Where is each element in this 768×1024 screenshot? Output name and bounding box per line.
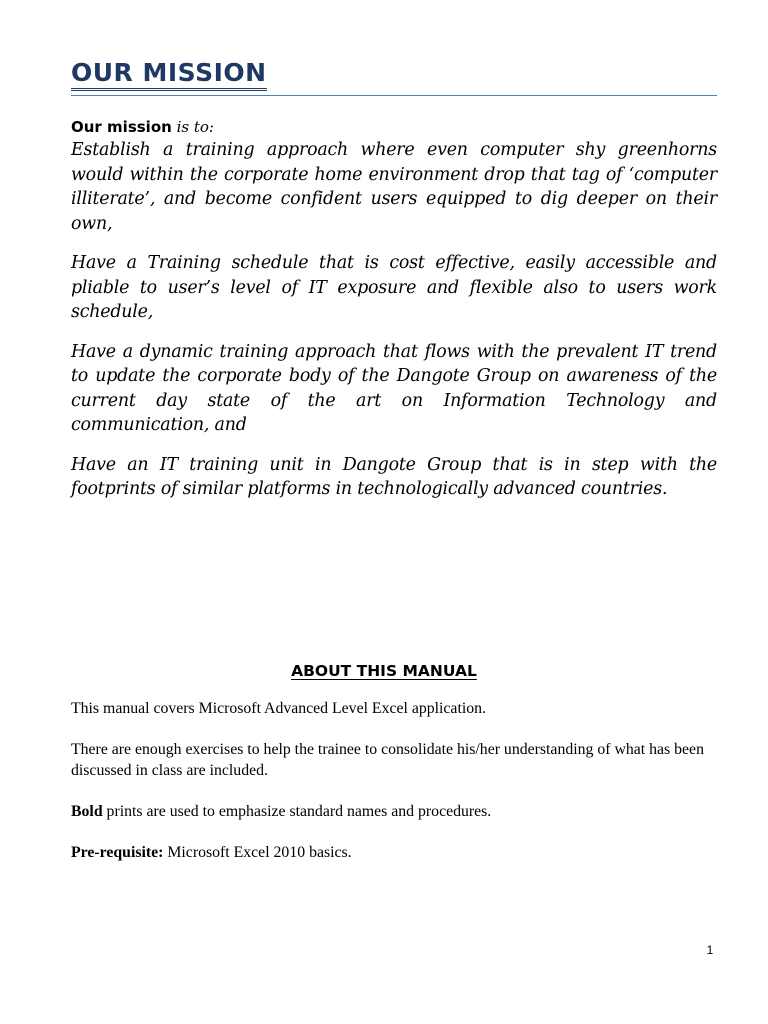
about-paragraph-1: This manual covers Microsoft Advanced Level Excel application.: [71, 700, 486, 717]
mission-paragraph-3: Have a dynamic training approach that flows with the prevalent IT trend to update the corporate body of the Dangote Group on awareness of the current day state of the art on Information Technology and communication, and: [71, 341, 717, 435]
mission-heading: OUR MISSION: [71, 58, 267, 91]
about-paragraph-4: [71, 842, 717, 863]
page-number: 1: [706, 943, 714, 957]
bold-term: Bold: [71, 803, 103, 820]
mission-intro-bold: Our mission: [71, 118, 172, 136]
about-heading: [0, 660, 768, 682]
mission-paragraph-1: Establish a training approach where even computer shy greenhorns would within the corporate home environment drop that tag of ‘computer illiterate’, and become confident users equipped to dig deeper on their own,: [71, 140, 717, 234]
mission-paragraph-2: Have a Training schedule that is cost effective, easily accessible and pliable to user’s level of IT exposure and flexible also to users work schedule,: [71, 253, 717, 322]
about-paragraph-3-text: prints are used to emphasize standard names and procedures.: [102, 803, 492, 820]
about-paragraph-2: There are enough exercises to help the trainee to consolidate his/her understanding of what has been discussed in class are included.: [71, 741, 704, 779]
mission-paragraph-4: Have an IT training unit in Dangote Group that is in step with the footprints of similar platforms in technologically advanced countries.: [71, 454, 717, 499]
mission-intro-italic: is to:: [171, 118, 214, 136]
about-section: [71, 698, 717, 883]
mission-section: [71, 116, 717, 517]
about-heading-text: ABOUT THIS MANUAL: [291, 662, 477, 680]
prerequisite-text: Microsoft Excel 2010 basics.: [163, 844, 352, 861]
prerequisite-label: Pre-requisite:: [71, 844, 164, 861]
heading-rule: [71, 95, 717, 96]
mission-intro: [71, 116, 717, 138]
about-paragraph-3: [71, 801, 717, 822]
